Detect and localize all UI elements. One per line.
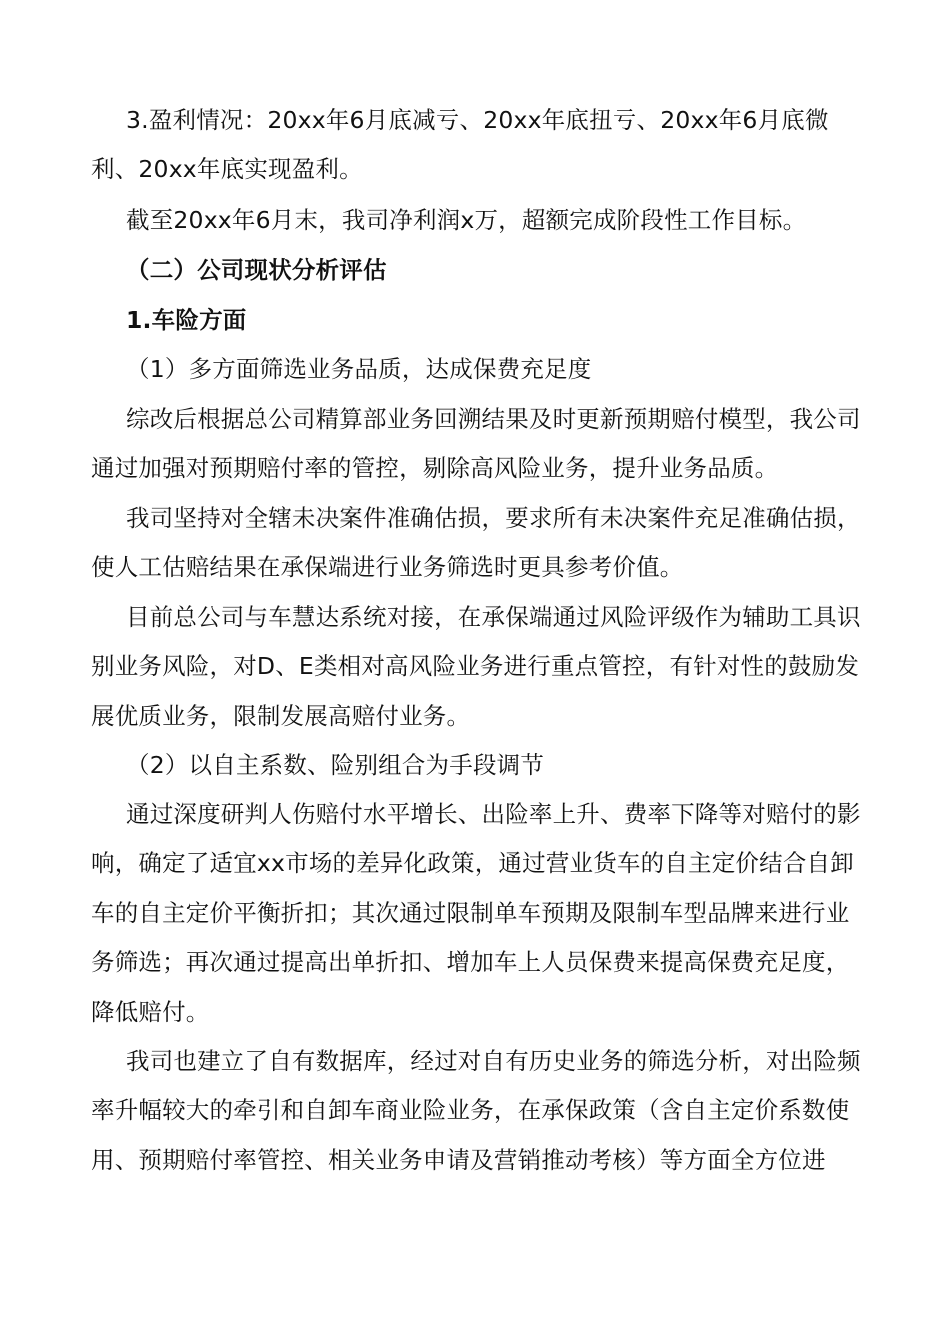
paragraph-claims-estimate: 我司坚持对全辖未决案件准确估损，要求所有未决案件充足准确估损，使人工估赔结果在承保端进行业务筛选时更具参考价值。 [91, 504, 861, 582]
section-heading-status-analysis: （二）公司现状分析评估 [126, 256, 387, 284]
item-heading-1: （1）多方面筛选业务品质，达成保费充足度 [126, 355, 592, 383]
paragraph-database: 我司也建立了自有数据库，经过对自有历史业务的筛选分析，对出险频率升幅较大的牵引和自卸车商业险业务，在承保政策（含自主定价系数使用、预期赔付率管控、相关业务申请及营销推动考核）等方面全方位进 [91, 1047, 861, 1174]
item-heading-2: （2）以自主系数、险别组合为手段调节 [126, 751, 545, 779]
paragraph-profit-status: 3.盈利情况：20xx年6月底减亏、20xx年底扭亏、20xx年6月底微利、20xx年底实现盈利。 [91, 106, 829, 184]
paragraph-pricing-policy: 通过深度研判人伤赔付水平增长、出险率上升、费率下降等对赔付的影响，确定了适宜xx市场的差异化政策，通过营业货车的自主定价结合自卸车的自主定价平衡折扣；其次通过限制单车预期及限制车型品牌来进行业务筛选；再次通过提高出单折扣、增加车上人员保费来提高保费充足度，降低赔付。 [91, 800, 861, 1026]
subsection-heading-auto-insurance: 1.车险方面 [126, 306, 247, 334]
paragraph-risk-rating: 目前总公司与车慧达系统对接，在承保端通过风险评级作为辅助工具识别业务风险，对D、E类相对高风险业务进行重点管控，有针对性的鼓励发展优质业务，限制发展高赔付业务。 [91, 603, 861, 730]
paragraph-net-profit: 截至20xx年6月末，我司净利润x万，超额完成阶段性工作目标。 [126, 206, 807, 234]
paragraph-model-update: 综改后根据总公司精算部业务回溯结果及时更新预期赔付模型，我公司通过加强对预期赔付率的管控，剔除高风险业务，提升业务品质。 [91, 405, 861, 483]
